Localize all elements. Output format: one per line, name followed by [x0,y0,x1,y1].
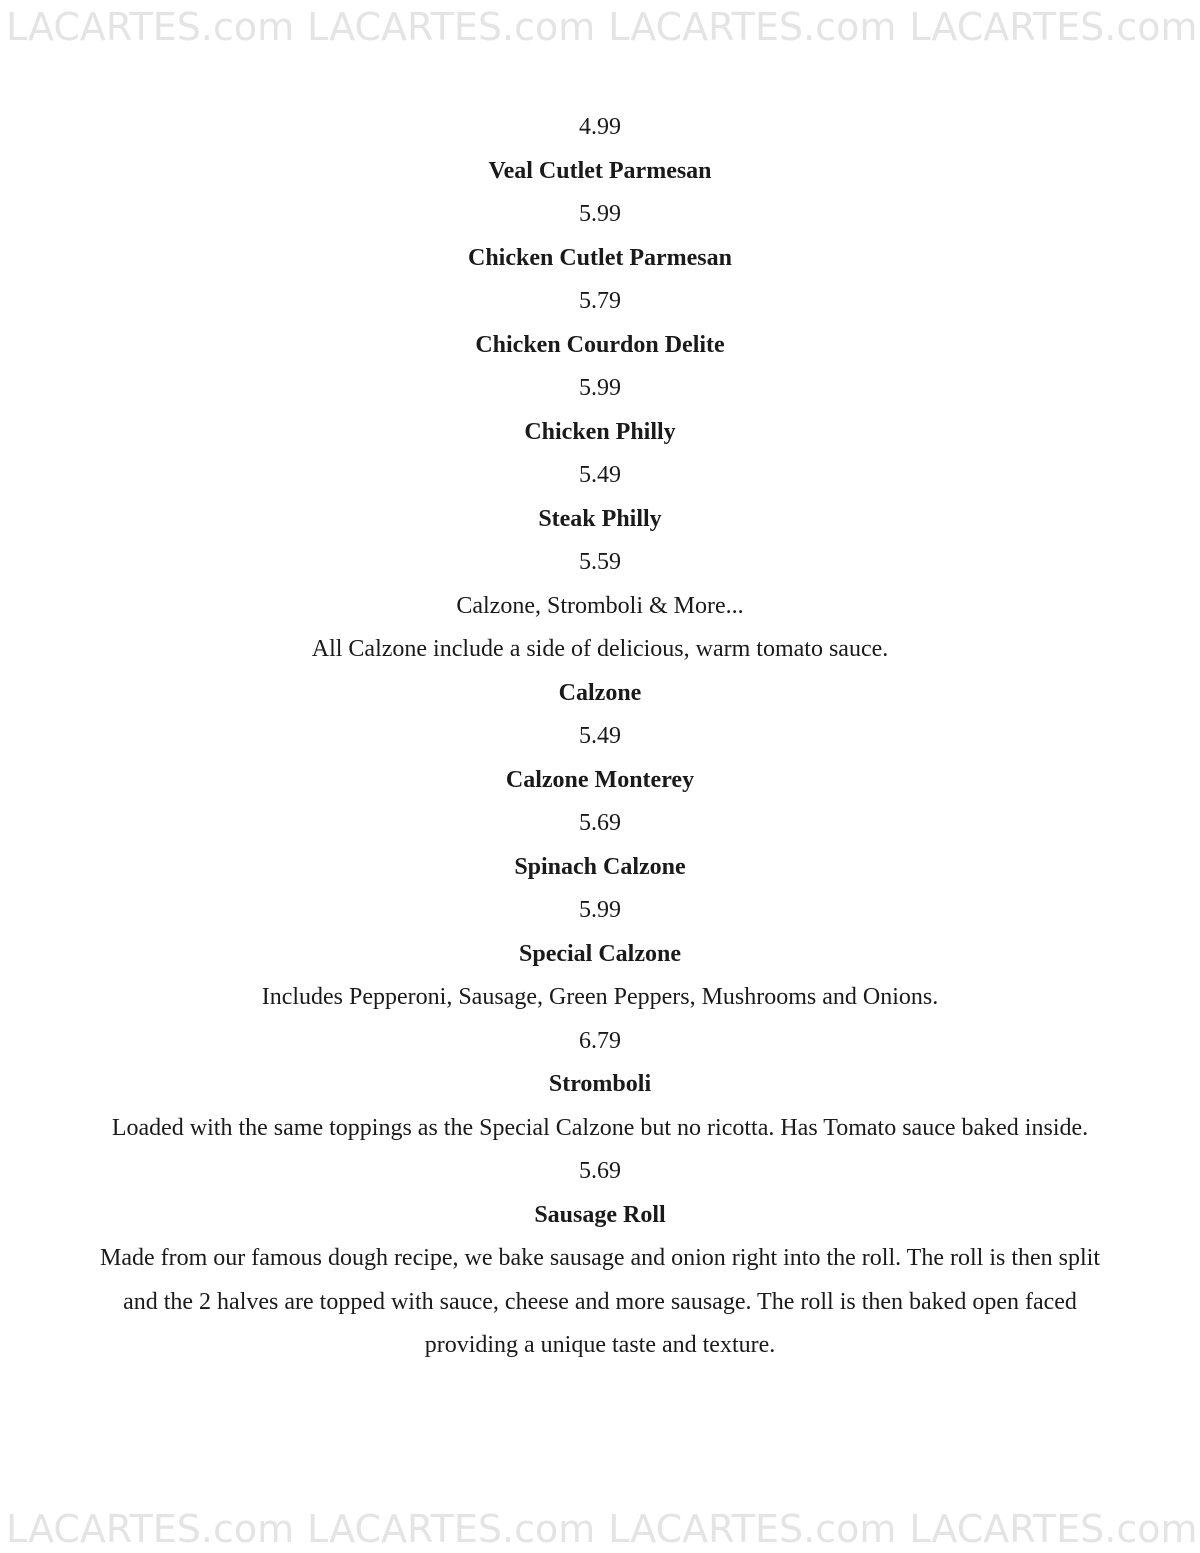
watermark-top [0,4,1200,50]
section-heading: Calzone, Stromboli & More... [456,592,744,619]
item-price: 5.79 [579,288,621,314]
item-name: Calzone [558,679,642,706]
item-name: Calzone Monterey [505,766,695,793]
item-description: Loaded with the same toppings as the Special Calzone but no ricotta. Has Tomato sauce baked inside. [111,1114,1089,1141]
item-name: Veal Cutlet Parmesan [488,157,712,184]
item-price: 5.99 [579,201,621,227]
item-name: Chicken Courdon Delite [475,331,725,358]
item-price: 5.49 [579,462,621,488]
menu-page [100,106,1100,1368]
watermark-text: LACARTES.com [608,1507,897,1551]
item-price: 6.79 [579,1027,621,1054]
watermark-text: LACARTES.com [6,1507,295,1551]
item-name: Special Calzone [519,940,681,967]
item-price: 5.69 [579,1158,621,1184]
item-name: Chicken Cutlet Parmesan [468,244,732,271]
watermark-text: LACARTES.com [909,5,1198,49]
watermark-text: LACARTES.com [6,5,295,49]
item-price: 5.69 [579,810,621,836]
item-price: 5.59 [579,549,621,575]
item-name: Spinach Calzone [514,853,686,880]
watermark-text: LACARTES.com [909,1507,1198,1551]
item-price: 5.49 [579,723,621,749]
item-name: Stromboli [548,1071,652,1097]
watermark-text: LACARTES.com [307,1507,596,1551]
item-description: Made from our famous dough recipe, we bake sausage and onion right into the roll. The roll is then split and the 2 halves are topped with sauce, cheese and more sausage. The roll is then baked open faced providing a unique taste and texture. [100,1245,1100,1358]
item-price: 4.99 [579,114,621,140]
item-price: 5.99 [579,375,621,401]
item-description: Includes Pepperoni, Sausage, Green Peppers, Mushrooms and Onions. [261,984,939,1010]
section-description: All Calzone include a side of delicious, warm tomato sauce. [311,636,889,662]
item-name: Sausage Roll [534,1201,666,1228]
item-name: Steak Philly [538,505,662,532]
watermark-bottom [0,1506,1200,1552]
watermark-text: LACARTES.com [307,5,596,49]
item-price: 5.99 [579,897,621,923]
item-name: Chicken Philly [524,418,676,445]
watermark-text: LACARTES.com [608,5,897,49]
